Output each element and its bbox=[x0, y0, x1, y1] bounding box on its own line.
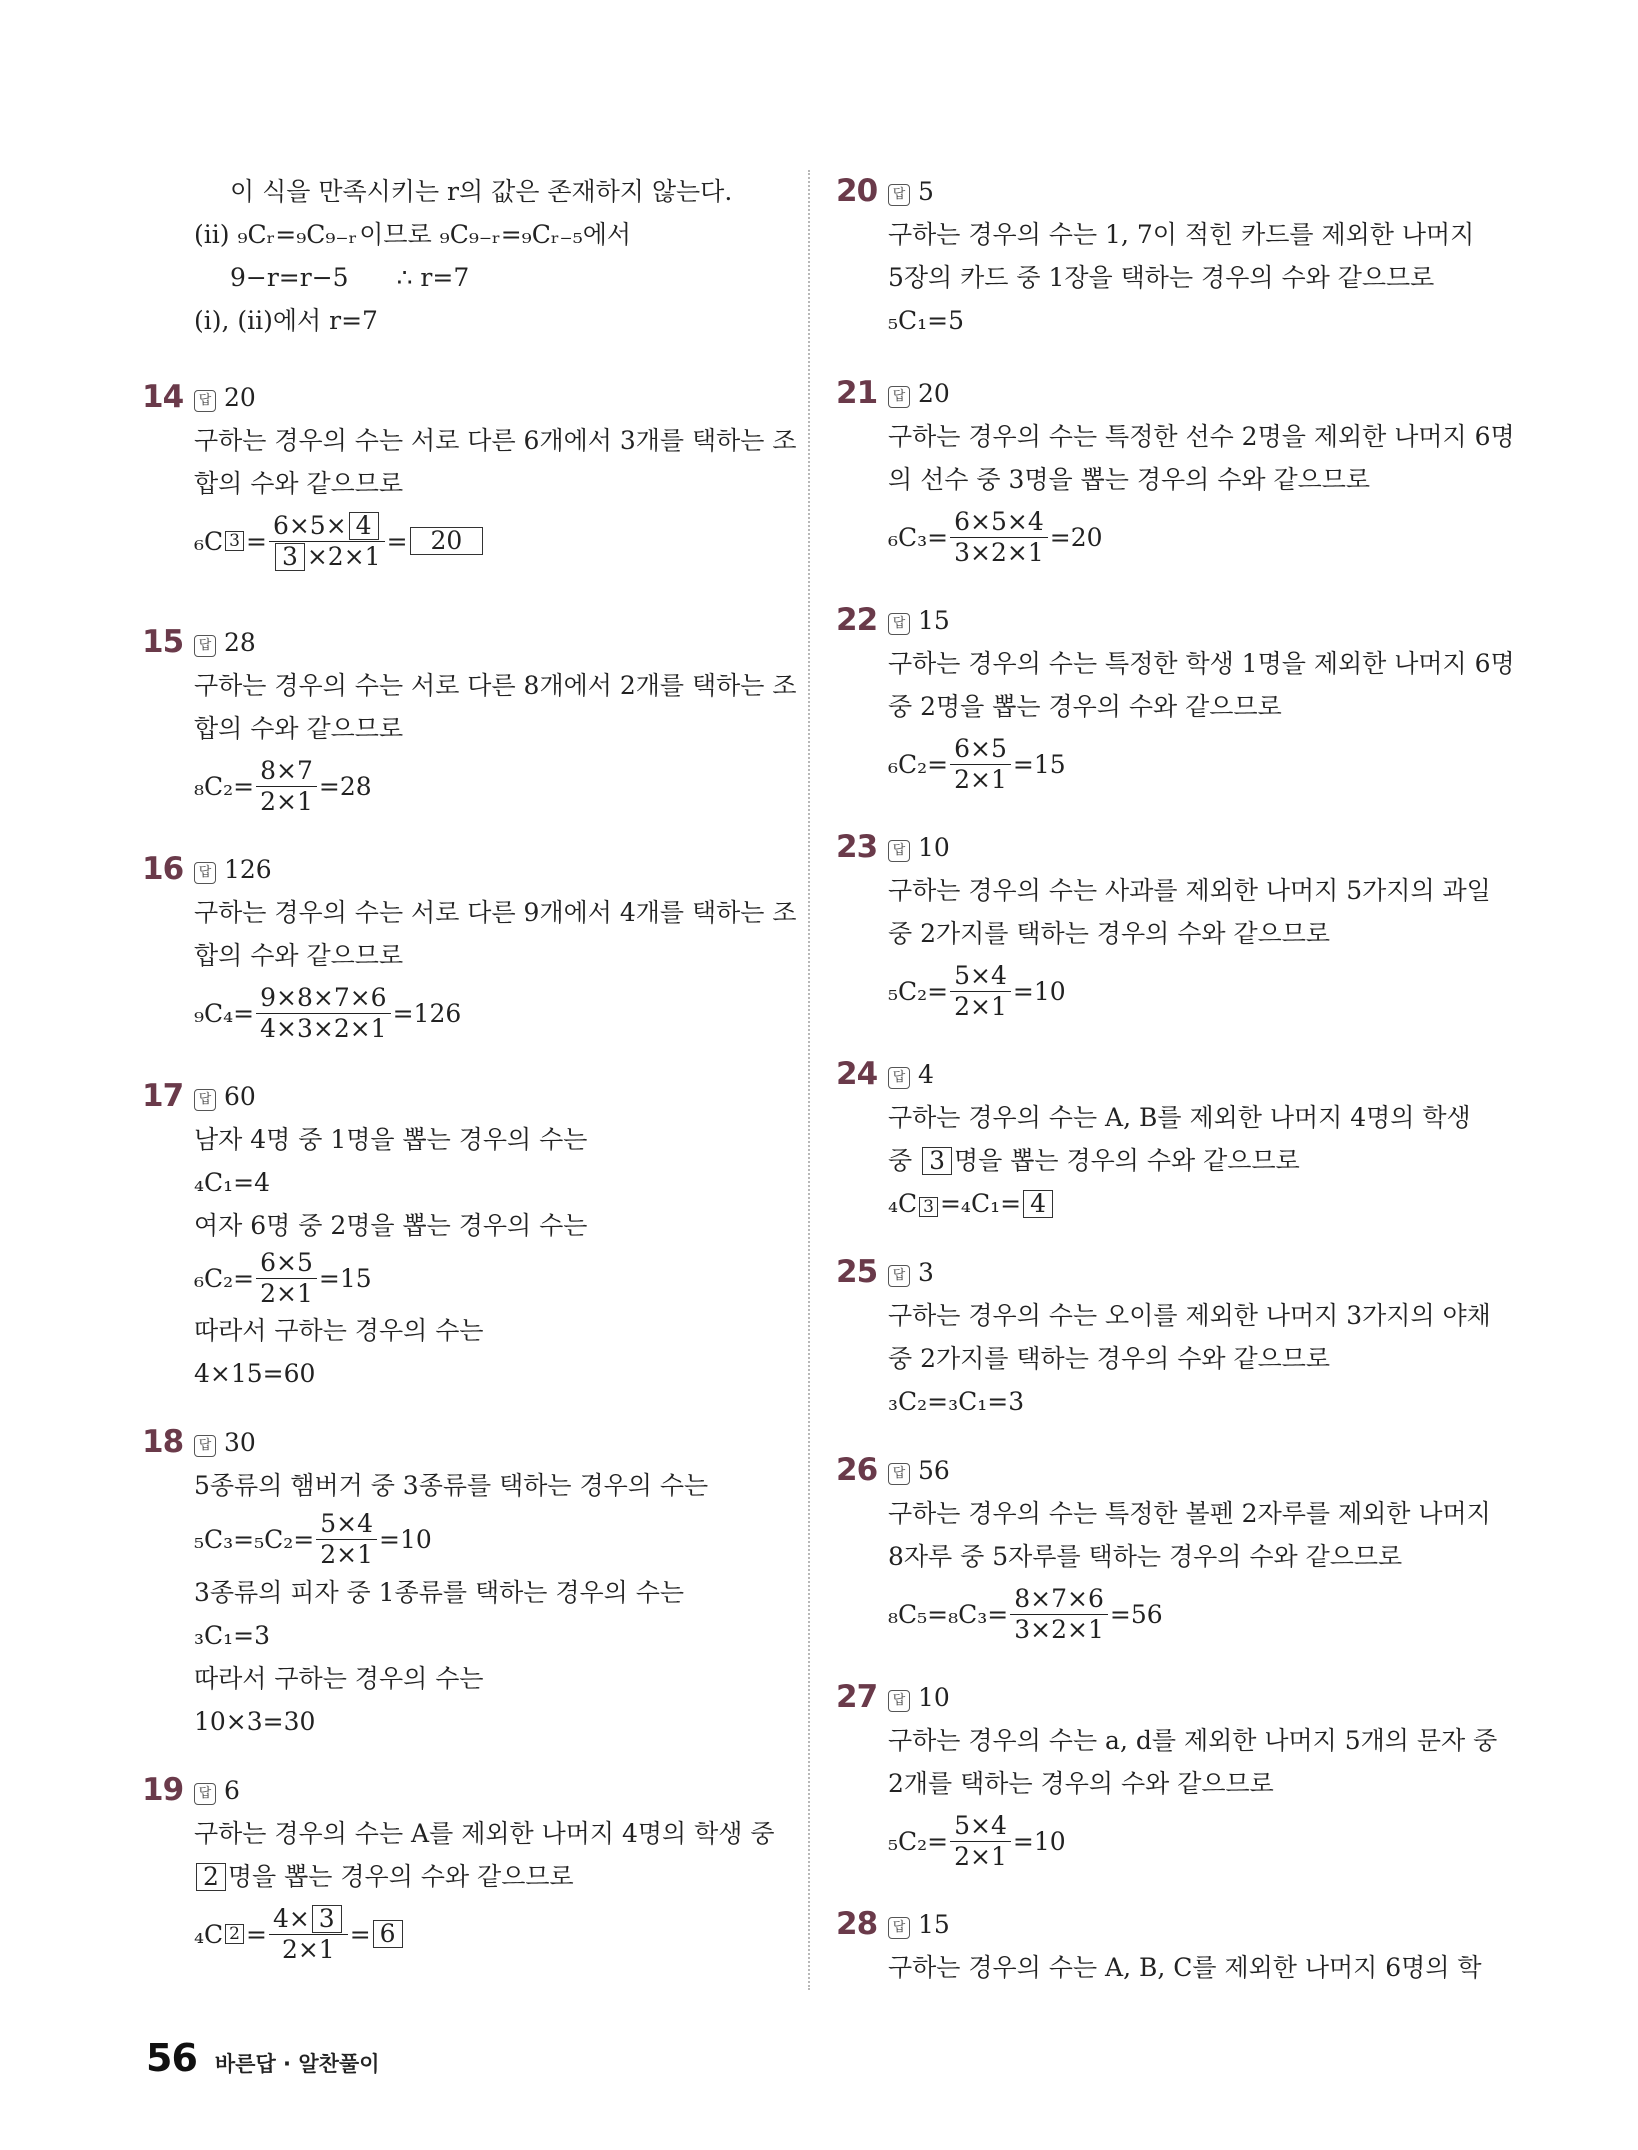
fraction: $\frac{6\times 5\times 4}{3 \times 2\times 1}$ bbox=[269, 511, 385, 572]
blank-box: 4 bbox=[349, 512, 379, 540]
problem-26 bbox=[836, 1449, 1491, 1650]
solution-text: 의 선수 중 3명을 뽑는 경우의 수와 같으므로 bbox=[888, 465, 1371, 494]
problem-23 bbox=[836, 826, 1491, 1027]
problem-number: 18 bbox=[142, 1424, 184, 1460]
fraction: $\frac{5\times 4}{2\times 1}$ bbox=[316, 1509, 377, 1570]
problem-number: 27 bbox=[836, 1679, 878, 1715]
problem-25 bbox=[836, 1251, 1491, 1423]
intro-line: 9−r=r−5 ∴ r=7 bbox=[230, 263, 470, 292]
answer-icon: 답 bbox=[194, 390, 216, 412]
answer-line: 답 30 bbox=[146, 1421, 786, 1464]
formula: ₆C₂= $\frac{6\times 5}{2\times 1}$ =15 bbox=[194, 1247, 372, 1308]
solution-text: 합의 수와 같으므로 bbox=[194, 941, 404, 970]
problem-number: 19 bbox=[142, 1772, 184, 1808]
solution-text: 구하는 경우의 수는 서로 다른 9개에서 4개를 택하는 조 bbox=[194, 898, 797, 927]
solution-text: 중 2명을 뽑는 경우의 수와 같으므로 bbox=[888, 692, 1282, 721]
answer-icon: 답 bbox=[194, 1783, 216, 1805]
answer-icon: 답 bbox=[888, 184, 910, 206]
answer-icon: 답 bbox=[888, 386, 910, 408]
problem-22 bbox=[836, 599, 1515, 800]
solution-text: 합의 수와 같으므로 bbox=[194, 469, 404, 498]
solution-text: 구하는 경우의 수는 특정한 학생 1명을 제외한 나머지 6명 bbox=[888, 649, 1515, 678]
column-divider bbox=[808, 170, 810, 1990]
solution-text: 구하는 경우의 수는 오이를 제외한 나머지 3가지의 야채 bbox=[888, 1301, 1491, 1330]
problem-number: 15 bbox=[142, 624, 184, 660]
solution-text: 구하는 경우의 수는 서로 다른 6개에서 3개를 택하는 조 bbox=[194, 426, 797, 455]
solution-text: ₅C₁=5 bbox=[888, 306, 965, 335]
fraction: $\frac{5\times 4}{2\times 1}$ bbox=[950, 1811, 1011, 1872]
solution-text: 구하는 경우의 수는 사과를 제외한 나머지 5가지의 과일 bbox=[888, 876, 1491, 905]
answer-icon: 답 bbox=[888, 1690, 910, 1712]
intro-line: (i), (ii)에서 r=7 bbox=[194, 306, 378, 335]
answer-icon: 답 bbox=[194, 635, 216, 657]
answer-icon: 답 bbox=[194, 862, 216, 884]
left-column bbox=[142, 160, 797, 1970]
page-title: 바른답 · 알찬풀이 bbox=[214, 2052, 380, 2076]
answer-line: 답 10 bbox=[840, 826, 1480, 869]
answer-line: 답 126 bbox=[146, 848, 786, 891]
problem-number: 24 bbox=[836, 1056, 878, 1092]
formula: ₆C 3 = $\frac{6\times 5\times 4}{3 \times 2\times 1}$ = 20 bbox=[146, 505, 786, 577]
blank-box: 2 bbox=[225, 1924, 244, 1944]
blank-box: 3 bbox=[225, 531, 244, 551]
solution-text: 8자루 중 5자루를 택하는 경우의 수와 같으므로 bbox=[888, 1542, 1403, 1571]
solution-text: 3종류의 피자 중 1종류를 택하는 경우의 수는 bbox=[194, 1578, 685, 1607]
intro-line: (ii) ₉Cᵣ=₉C₉₋ᵣ이므로 ₉C₉₋ᵣ=₉Cᵣ₋₅에서 bbox=[194, 220, 632, 249]
problem-number: 20 bbox=[836, 173, 878, 209]
solution-text: ₃C₁=3 bbox=[194, 1621, 271, 1650]
problem-number: 14 bbox=[142, 379, 184, 415]
problem-20 bbox=[836, 170, 1480, 342]
answer-icon: 답 bbox=[194, 1435, 216, 1457]
answer-icon: 답 bbox=[888, 1265, 910, 1287]
problem-24 bbox=[836, 1053, 1480, 1225]
formula: ₉C₄= $\frac{9\times 8\times 7\times 6}{4\times 3\times 2\times 1}$ =126 bbox=[194, 982, 462, 1043]
problem-19 bbox=[142, 1769, 786, 1970]
answer-line: 답 20 bbox=[840, 372, 1480, 415]
solution-text: 합의 수와 같으므로 bbox=[194, 714, 404, 743]
right-column bbox=[836, 160, 1515, 1989]
answer-line: 답 28 bbox=[146, 621, 786, 664]
fraction: $\frac{6\times 5\times 4}{3\times 2\times 1}$ bbox=[950, 507, 1048, 568]
page-footer bbox=[146, 2036, 380, 2080]
blank-box: 4 bbox=[1023, 1190, 1053, 1218]
problem-number: 17 bbox=[142, 1078, 184, 1114]
formula: ₅C₂= $\frac{5\times 4}{2\times 1}$ =10 bbox=[888, 1810, 1066, 1871]
fraction: $\frac{8\times 7\times 6}{3\times 2\times 1}$ bbox=[1010, 1584, 1108, 1645]
problem-number: 23 bbox=[836, 829, 878, 865]
problem-16 bbox=[142, 848, 797, 1049]
intro-solution bbox=[146, 170, 786, 342]
answer-line: 답 3 bbox=[840, 1251, 1480, 1294]
solution-text: 5종류의 햄버거 중 3종류를 택하는 경우의 수는 bbox=[194, 1471, 709, 1500]
problem-15 bbox=[142, 621, 797, 822]
intro-line: 이 식을 만족시키는 r의 값은 존재하지 않는다. bbox=[230, 177, 733, 206]
formula: ₈C₅=₈C₃= $\frac{8\times 7\times 6}{3\times 2\times 1}$ =56 bbox=[888, 1583, 1163, 1644]
problem-number: 22 bbox=[836, 602, 878, 638]
solution-text: 구하는 경우의 수는 A, B, C를 제외한 나머지 6명의 학 bbox=[888, 1953, 1482, 1982]
answer-line: 답 15 bbox=[840, 1903, 1480, 1946]
solution-text: 구하는 경우의 수는 A, B를 제외한 나머지 4명의 학생 bbox=[888, 1103, 1471, 1132]
answer-line: 답 5 bbox=[840, 170, 1480, 213]
fraction: $\frac{9\times 8\times 7\times 6}{4\times 3\times 2\times 1}$ bbox=[256, 983, 390, 1044]
solution-text: 구하는 경우의 수는 서로 다른 8개에서 2개를 택하는 조 bbox=[194, 671, 797, 700]
formula: ₄C 2 = $\frac{4\times 3}{2\times 1}$ = 6 bbox=[146, 1898, 786, 1970]
solution-text: 따라서 구하는 경우의 수는 bbox=[194, 1664, 484, 1693]
formula: ₅C₃=₅C₂= $\frac{5\times 4}{2\times 1}$ =10 bbox=[194, 1508, 432, 1569]
problem-number: 26 bbox=[836, 1452, 878, 1488]
fraction: $\frac{8\times 7}{2\times 1}$ bbox=[256, 756, 317, 817]
blank-box: 3 bbox=[919, 1197, 938, 1217]
solution-text: 구하는 경우의 수는 특정한 볼펜 2자루를 제외한 나머지 bbox=[888, 1499, 1491, 1528]
blank-box: 6 bbox=[373, 1920, 403, 1948]
fraction: $\frac{6\times 5}{2\times 1}$ bbox=[256, 1248, 317, 1309]
solution-text: 2개를 택하는 경우의 수와 같으므로 bbox=[888, 1769, 1274, 1798]
formula: ₆C₃= $\frac{6\times 5\times 4}{3\times 2\times 1}$ =20 bbox=[888, 506, 1103, 567]
problem-17 bbox=[142, 1075, 786, 1395]
solution-text: 10×3=30 bbox=[194, 1707, 316, 1736]
problem-number: 28 bbox=[836, 1906, 878, 1942]
blank-box: 3 bbox=[312, 1905, 342, 1933]
formula: ₆C₂= $\frac{6\times 5}{2\times 1}$ =15 bbox=[888, 733, 1066, 794]
answer-icon: 답 bbox=[888, 613, 910, 635]
answer-line: 답 4 bbox=[840, 1053, 1480, 1096]
answer-line: 답 56 bbox=[840, 1449, 1480, 1492]
problem-18 bbox=[142, 1421, 786, 1743]
solution-text: 중 2가지를 택하는 경우의 수와 같으므로 bbox=[888, 1344, 1331, 1373]
solution-text: 4×15=60 bbox=[194, 1359, 316, 1388]
answer-line: 답 60 bbox=[146, 1075, 786, 1118]
solution-text: ₄C₁=4 bbox=[194, 1168, 271, 1197]
problem-14 bbox=[142, 376, 797, 577]
solution-text: 2 명을 뽑는 경우의 수와 같으므로 bbox=[146, 1855, 786, 1898]
answer-icon: 답 bbox=[888, 1463, 910, 1485]
fraction: $\frac{6\times 5}{2\times 1}$ bbox=[950, 734, 1011, 795]
blank-box: 3 bbox=[275, 543, 305, 571]
solution-text: 따라서 구하는 경우의 수는 bbox=[194, 1316, 484, 1345]
solution-text: 중 3 명을 뽑는 경우의 수와 같으므로 bbox=[888, 1146, 1300, 1175]
formula: ₅C₂= $\frac{5\times 4}{2\times 1}$ =10 bbox=[888, 960, 1066, 1021]
solution-text: 구하는 경우의 수는 1, 7이 적힌 카드를 제외한 나머지 bbox=[888, 220, 1475, 249]
blank-box: 20 bbox=[410, 527, 484, 555]
problem-number: 21 bbox=[836, 375, 878, 411]
solution-text: 중 2가지를 택하는 경우의 수와 같으므로 bbox=[888, 919, 1331, 948]
answer-icon: 답 bbox=[888, 1917, 910, 1939]
blank-box: 2 bbox=[196, 1863, 226, 1891]
formula: ₈C₂= $\frac{8\times 7}{2\times 1}$ =28 bbox=[194, 755, 372, 816]
blank-box: 3 bbox=[922, 1147, 952, 1175]
answer-line: 답 10 bbox=[840, 1676, 1480, 1719]
problem-28 bbox=[836, 1903, 1482, 1989]
solution-text: ₃C₂=₃C₁=3 bbox=[888, 1387, 1025, 1416]
solution-text: 여자 6명 중 2명을 뽑는 경우의 수는 bbox=[194, 1211, 588, 1240]
fraction: $\frac{5\times 4}{2\times 1}$ bbox=[950, 961, 1011, 1022]
solution-text: 구하는 경우의 수는 A를 제외한 나머지 4명의 학생 중 bbox=[194, 1819, 775, 1848]
answer-icon: 답 bbox=[888, 840, 910, 862]
problem-number: 25 bbox=[836, 1254, 878, 1290]
solution-text: 구하는 경우의 수는 특정한 선수 2명을 제외한 나머지 6명 bbox=[888, 422, 1515, 451]
problem-21 bbox=[836, 372, 1515, 573]
solution-text: 남자 4명 중 1명을 뽑는 경우의 수는 bbox=[194, 1125, 588, 1154]
solution-text: 5장의 카드 중 1장을 택하는 경우의 수와 같으므로 bbox=[888, 263, 1435, 292]
answer-line: 답 20 bbox=[146, 376, 786, 419]
answer-line: 답 15 bbox=[840, 599, 1480, 642]
answer-icon: 답 bbox=[888, 1067, 910, 1089]
problem-27 bbox=[836, 1676, 1498, 1877]
solution-text: 구하는 경우의 수는 a, d를 제외한 나머지 5개의 문자 중 bbox=[888, 1726, 1498, 1755]
solution-text: ₄C 3 =₄C₁= 4 bbox=[840, 1182, 1480, 1225]
fraction: $\frac{4\times 3}{2\times 1}$ bbox=[269, 1904, 348, 1965]
answer-icon: 답 bbox=[194, 1089, 216, 1111]
problem-number: 16 bbox=[142, 851, 184, 887]
answer-line: 답 6 bbox=[146, 1769, 786, 1812]
page-number: 56 bbox=[146, 2036, 197, 2080]
